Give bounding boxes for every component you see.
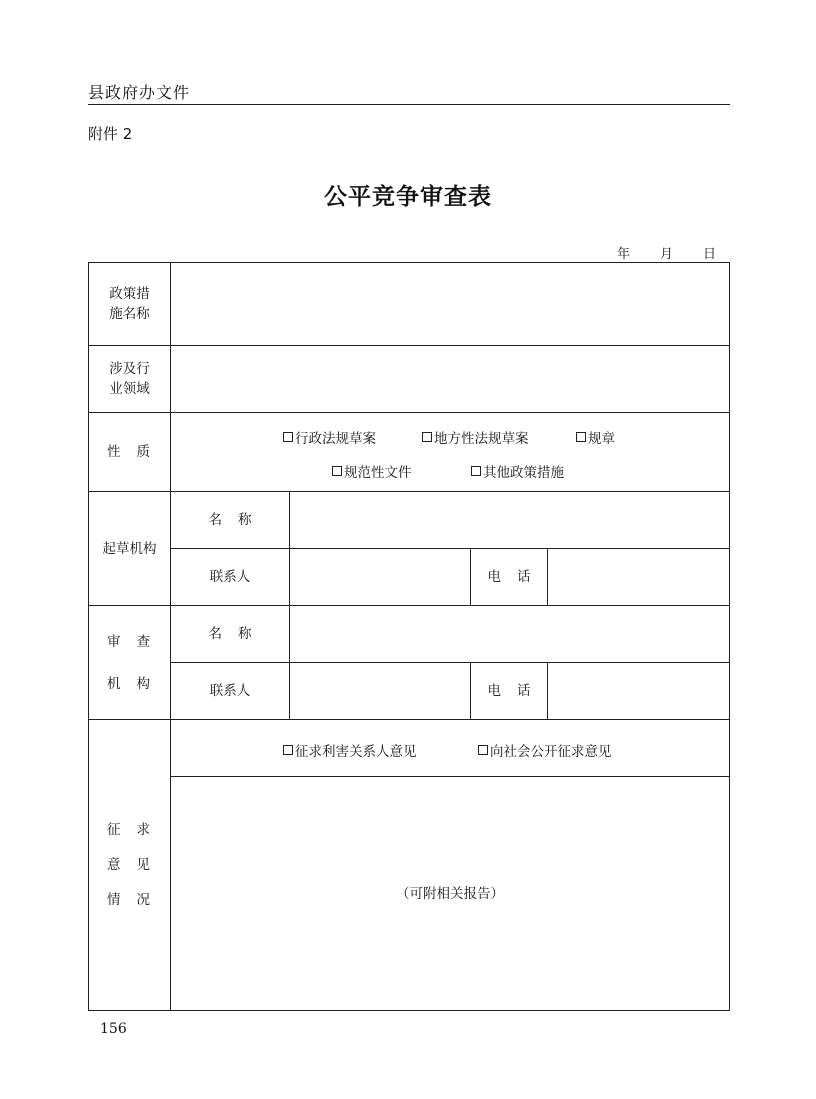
option-text: 规章 bbox=[588, 431, 615, 447]
review-contact-label bbox=[171, 663, 289, 719]
row-divider bbox=[88, 412, 730, 413]
industry-label-line2: 业领域 bbox=[109, 381, 150, 397]
policy-name-label bbox=[89, 263, 170, 345]
review-name-label-text: 名称 bbox=[208, 626, 268, 642]
drafting-org-label bbox=[89, 492, 170, 605]
table-border-top bbox=[88, 262, 730, 263]
consultation-label bbox=[89, 720, 170, 1010]
review-name-field[interactable] bbox=[291, 607, 728, 661]
review-contact-field[interactable] bbox=[291, 664, 469, 718]
review-phone-label-text: 电话 bbox=[487, 683, 547, 699]
sublabel-column-divider bbox=[289, 491, 290, 719]
header-divider bbox=[88, 104, 730, 105]
option-public-opinion[interactable] bbox=[478, 740, 612, 760]
drafting-phone-field[interactable] bbox=[549, 550, 728, 604]
row-divider bbox=[88, 719, 730, 720]
drafting-contact-field[interactable] bbox=[291, 550, 469, 604]
table-border-right bbox=[729, 262, 730, 1011]
policy-name-label-line1: 政策措 bbox=[109, 286, 150, 302]
review-org-label-line1: 审查 bbox=[107, 633, 166, 650]
drafting-contact-label bbox=[171, 549, 289, 605]
option-text: 地方性法规草案 bbox=[434, 431, 529, 447]
industry-label bbox=[89, 346, 170, 412]
review-phone-label bbox=[471, 663, 547, 719]
checkbox-icon[interactable] bbox=[471, 466, 481, 476]
industry-label-line1: 涉及行 bbox=[109, 361, 150, 377]
consultation-label-line1: 征求 bbox=[107, 821, 166, 838]
date-month-label: 月 bbox=[660, 247, 674, 262]
page-number: 156 bbox=[100, 1021, 127, 1037]
consultation-label-line3: 情况 bbox=[107, 891, 166, 908]
consultation-label-line2: 意见 bbox=[107, 856, 166, 873]
review-contact-label-text: 联系人 bbox=[209, 683, 251, 699]
phone-column-divider bbox=[547, 662, 548, 719]
drafting-phone-label-text: 电话 bbox=[487, 569, 547, 585]
phone-column-divider bbox=[547, 548, 548, 605]
consultation-report-area[interactable] bbox=[171, 777, 729, 1010]
option-text: 向社会公开征求意见 bbox=[490, 744, 612, 760]
drafting-phone-label bbox=[471, 549, 547, 605]
row-divider bbox=[88, 345, 730, 346]
option-admin-regulation[interactable] bbox=[283, 427, 376, 447]
header-title: 县政府办文件 bbox=[88, 83, 191, 102]
policy-name-label-line2: 施名称 bbox=[109, 306, 150, 322]
drafting-contact-label-text: 联系人 bbox=[209, 569, 251, 585]
date-year-label: 年 bbox=[617, 247, 631, 262]
review-phone-field[interactable] bbox=[549, 664, 728, 718]
checkbox-icon[interactable] bbox=[576, 432, 586, 442]
table-border-bottom bbox=[88, 1010, 730, 1011]
checkbox-icon[interactable] bbox=[283, 432, 293, 442]
date-day-label: 日 bbox=[703, 247, 717, 262]
checkbox-icon[interactable] bbox=[422, 432, 432, 442]
policy-name-field[interactable] bbox=[172, 264, 728, 344]
review-org-label bbox=[89, 606, 170, 719]
option-other-policy[interactable] bbox=[471, 461, 564, 481]
attachment-label: 附件 2 bbox=[88, 125, 133, 143]
drafting-org-label-text: 起草机构 bbox=[102, 540, 157, 557]
option-text: 行政法规草案 bbox=[295, 431, 376, 447]
review-org-label-line2: 机构 bbox=[107, 675, 166, 692]
option-rules[interactable] bbox=[576, 427, 615, 447]
consultation-note: （可附相关报告） bbox=[396, 885, 504, 902]
option-normative-document[interactable] bbox=[332, 461, 412, 481]
option-local-regulation[interactable] bbox=[422, 427, 529, 447]
checkbox-icon[interactable] bbox=[283, 745, 293, 755]
checkbox-icon[interactable] bbox=[332, 466, 342, 476]
drafting-name-field[interactable] bbox=[291, 493, 728, 547]
nature-label bbox=[89, 413, 170, 491]
checkbox-icon[interactable] bbox=[478, 745, 488, 755]
option-text: 征求利害关系人意见 bbox=[295, 744, 417, 760]
document-title: 公平竞争审查表 bbox=[324, 183, 492, 210]
option-text: 规范性文件 bbox=[344, 465, 412, 481]
option-text: 其他政策措施 bbox=[483, 465, 564, 481]
drafting-name-label bbox=[171, 492, 289, 548]
review-name-label bbox=[171, 606, 289, 662]
drafting-name-label-text: 名称 bbox=[208, 512, 268, 528]
nature-label-text: 性质 bbox=[107, 444, 166, 460]
option-stakeholder-opinion[interactable] bbox=[283, 740, 417, 760]
industry-field[interactable] bbox=[172, 347, 728, 411]
